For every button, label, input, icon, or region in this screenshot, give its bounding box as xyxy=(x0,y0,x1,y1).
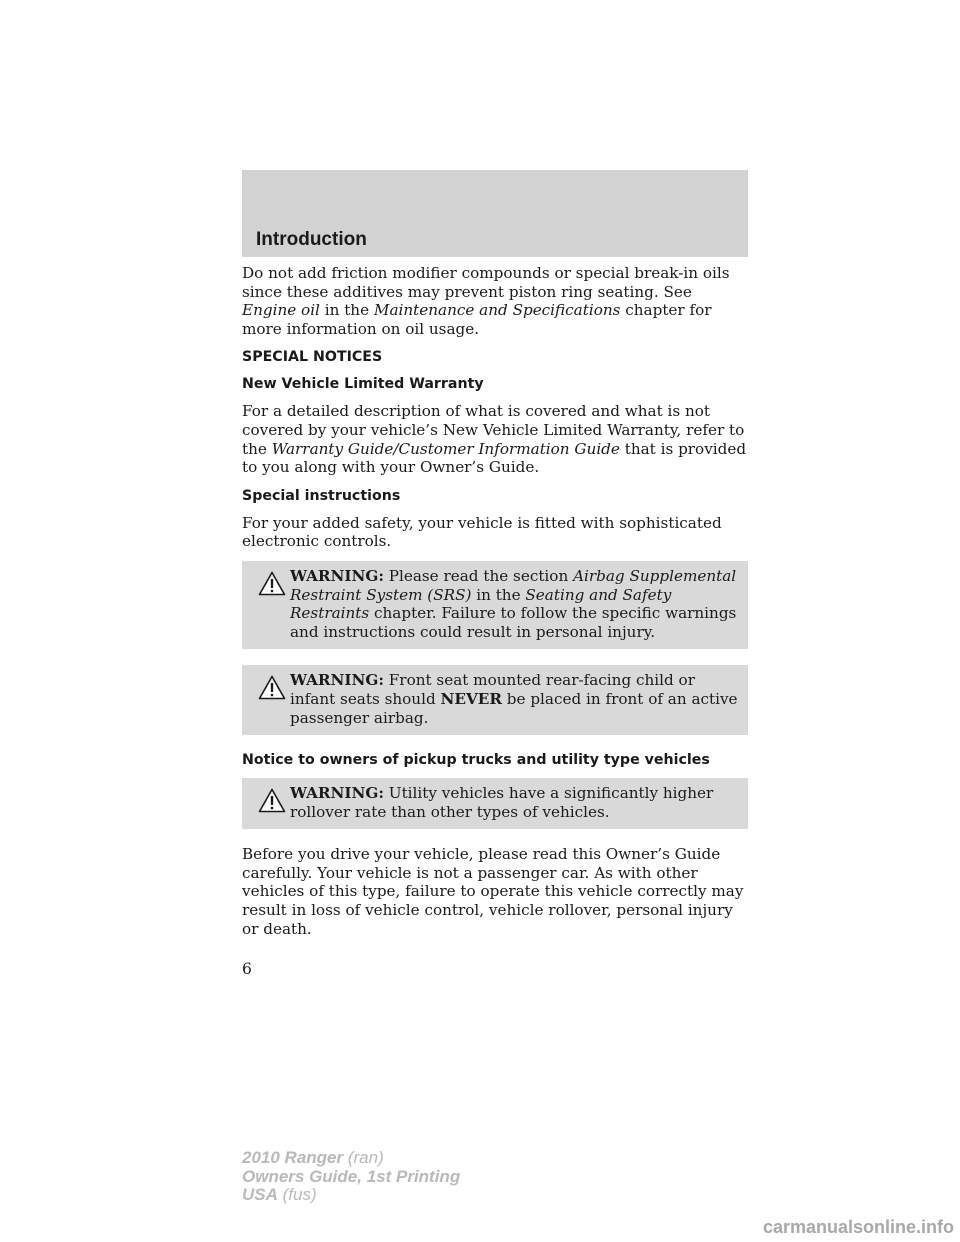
warning-body: chapter. Failure to follow the specific warnings and instructions could result in personal injury. xyxy=(290,604,737,641)
intro-text: Do not add friction modifier compounds or special break-in oils since these additives may prevent piston ring seating. See xyxy=(242,264,730,301)
intro-text: chapter for more information on oil usage. xyxy=(242,301,712,338)
pickup-notice-heading: Notice to owners of pickup trucks and utility type vehicles xyxy=(242,752,710,769)
srs-reference: Airbag Supplemental Restraint System (SRS) xyxy=(290,566,737,604)
footer-region: USA xyxy=(242,1185,278,1204)
footer-line-1 xyxy=(242,1149,460,1168)
warning-triangle-icon xyxy=(258,675,286,700)
warranty-guide-reference: Warranty Guide/Customer Information Guide xyxy=(271,439,620,458)
special-instructions-heading: Special instructions xyxy=(242,487,401,504)
warning-body: Front seat mounted rear-facing child or infant seats should xyxy=(290,671,695,708)
special-notices-heading: SPECIAL NOTICES xyxy=(242,349,383,366)
seating-chapter-reference: Seating and Safety Restraints xyxy=(290,585,672,623)
footer-region-code: (fus) xyxy=(277,1185,317,1204)
warning-triangle-icon xyxy=(258,571,286,596)
engine-oil-reference: Engine oil xyxy=(242,301,320,320)
warranty-text: For a detailed description of what is covered and what is not covered by your vehicle’s New Vehicle Limited Warranty, refer to the xyxy=(242,402,745,458)
page-content xyxy=(242,264,748,948)
section-header xyxy=(242,170,748,257)
warning-label: WARNING: xyxy=(290,671,384,690)
warning-triangle-icon xyxy=(258,788,286,813)
never-emphasis: NEVER xyxy=(440,689,502,708)
maintenance-chapter-reference: Maintenance and Specifications xyxy=(373,301,621,320)
warranty-text: that is provided to you along with your Owner’s Guide. xyxy=(242,439,747,477)
special-instructions-paragraph: For your added safety, your vehicle is fitted with sophisticated electronic controls. xyxy=(242,513,722,551)
warranty-paragraph xyxy=(242,402,748,476)
footer-line-2: Owners Guide, 1st Printing xyxy=(242,1166,461,1186)
warning-box-child-seat xyxy=(242,665,748,735)
warning-box-airbag xyxy=(242,561,748,649)
page-number: 6 xyxy=(242,960,252,978)
warning-body: be placed in front of an active passenger airbag. xyxy=(290,689,738,727)
intro-paragraph xyxy=(242,264,748,338)
watermark-link[interactable]: carmanualsonline.info xyxy=(762,1217,954,1237)
warranty-heading: New Vehicle Limited Warranty xyxy=(242,376,484,393)
warning-label: WARNING: xyxy=(290,566,384,585)
closing-paragraph: Before you drive your vehicle, please read this Owner’s Guide carefully. Your vehicle is not a passenger car. As with other vehicles of this type, failure to operate this vehicle correctly may result in loss of vehicle control, vehicle rollover, personal injury or death. xyxy=(242,845,744,938)
warning-body: Please read the section xyxy=(383,566,574,585)
warning-box-rollover xyxy=(242,778,748,829)
document-footer xyxy=(242,1149,460,1205)
footer-model-code: (ran) xyxy=(343,1148,384,1167)
warning-body: Utility vehicles have a significantly higher rollover rate than other types of vehicles. xyxy=(290,784,714,821)
warning-body: in the xyxy=(471,585,526,604)
section-title: Introduction xyxy=(256,229,367,250)
intro-text: in the xyxy=(319,301,374,320)
footer-line-3 xyxy=(242,1186,460,1205)
warning-text xyxy=(250,671,740,727)
footer-model: 2010 Ranger xyxy=(242,1148,344,1167)
warning-label: WARNING: xyxy=(290,784,384,803)
warning-text xyxy=(250,567,740,641)
warning-text xyxy=(250,784,740,821)
